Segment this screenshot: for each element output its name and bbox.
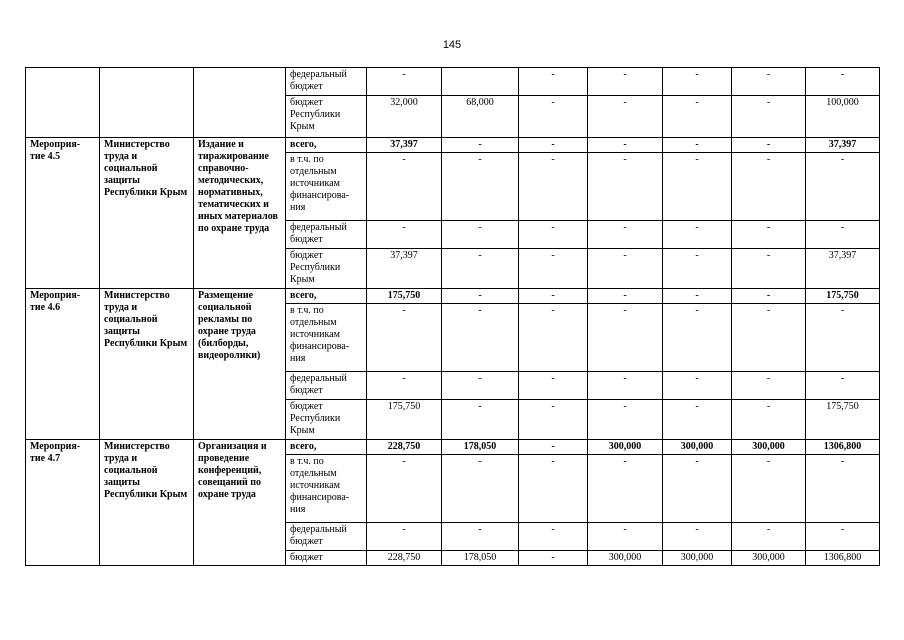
amount-cell: - xyxy=(519,68,588,96)
funding-source-cell: в т.ч. по отдельным источникам финансирова-ния xyxy=(286,455,367,523)
amount-cell: 178,050 xyxy=(442,440,519,455)
amount-cell: - xyxy=(806,304,880,372)
amount-cell: - xyxy=(663,96,732,138)
amount-cell: - xyxy=(588,455,663,523)
amount-cell: - xyxy=(519,523,588,551)
amount-cell: 300,000 xyxy=(588,551,663,566)
amount-cell: - xyxy=(732,523,806,551)
amount-cell: - xyxy=(663,372,732,400)
funding-source-cell: федеральный бюджет xyxy=(286,372,367,400)
amount-cell: - xyxy=(663,289,732,304)
amount-cell: 100,000 xyxy=(806,96,880,138)
amount-cell: - xyxy=(519,249,588,289)
amount-cell: - xyxy=(588,400,663,440)
amount-cell: 175,750 xyxy=(367,289,442,304)
amount-cell: 300,000 xyxy=(732,551,806,566)
amount-cell: - xyxy=(519,138,588,153)
amount-cell: 68,000 xyxy=(442,96,519,138)
amount-cell: - xyxy=(732,304,806,372)
amount-cell: - xyxy=(806,523,880,551)
amount-cell: - xyxy=(663,523,732,551)
amount-cell: - xyxy=(732,249,806,289)
amount-cell: - xyxy=(588,138,663,153)
amount-cell: - xyxy=(367,455,442,523)
table-row xyxy=(26,68,880,96)
amount-cell: - xyxy=(588,523,663,551)
funding-source-cell: всего, xyxy=(286,440,367,455)
amount-cell: 300,000 xyxy=(732,440,806,455)
amount-cell: - xyxy=(442,523,519,551)
amount-cell xyxy=(442,68,519,96)
amount-cell: - xyxy=(367,153,442,221)
amount-cell: - xyxy=(519,372,588,400)
amount-cell: - xyxy=(588,153,663,221)
amount-cell: 37,397 xyxy=(367,138,442,153)
amount-cell: - xyxy=(519,400,588,440)
name-cell: Издание и тиражирование справочно-методических, нормативных, тематических и иных материалов по охране труда xyxy=(194,138,286,289)
amount-cell: - xyxy=(442,221,519,249)
amount-cell: - xyxy=(442,249,519,289)
amount-cell: - xyxy=(663,153,732,221)
name-cell: Организация и проведение конференций, совещаний по охране труда xyxy=(194,440,286,566)
amount-cell: - xyxy=(367,523,442,551)
amount-cell: 1306,800 xyxy=(806,440,880,455)
amount-cell: 228,750 xyxy=(367,440,442,455)
amount-cell: - xyxy=(442,455,519,523)
amount-cell: - xyxy=(442,289,519,304)
amount-cell: - xyxy=(806,68,880,96)
amount-cell: - xyxy=(588,221,663,249)
page-number: 145 xyxy=(442,39,462,51)
amount-cell: - xyxy=(806,372,880,400)
amount-cell: - xyxy=(732,400,806,440)
amount-cell: 32,000 xyxy=(367,96,442,138)
amount-cell: - xyxy=(519,551,588,566)
executor-cell: Министерство труда и социальной защиты Республики Крым xyxy=(100,440,194,566)
amount-cell: - xyxy=(588,96,663,138)
amount-cell: 178,050 xyxy=(442,551,519,566)
amount-cell: - xyxy=(806,153,880,221)
amount-cell: 300,000 xyxy=(588,440,663,455)
measure-cell: Мероприя-тие 4.5 xyxy=(26,138,100,289)
amount-cell: - xyxy=(732,138,806,153)
amount-cell: - xyxy=(367,372,442,400)
amount-cell: - xyxy=(519,96,588,138)
amount-cell: - xyxy=(367,221,442,249)
amount-cell: - xyxy=(663,221,732,249)
table-row xyxy=(26,440,880,455)
amount-cell: - xyxy=(588,289,663,304)
amount-cell: - xyxy=(806,455,880,523)
amount-cell: - xyxy=(588,68,663,96)
amount-cell: 37,397 xyxy=(806,249,880,289)
funding-source-cell: бюджет xyxy=(286,551,367,566)
amount-cell: - xyxy=(732,455,806,523)
budget-table xyxy=(25,67,880,566)
amount-cell: - xyxy=(367,68,442,96)
amount-cell: - xyxy=(663,400,732,440)
name-cell xyxy=(194,68,286,138)
amount-cell: - xyxy=(442,400,519,440)
measure-cell: Мероприя-тие 4.6 xyxy=(26,289,100,440)
amount-cell: 37,397 xyxy=(367,249,442,289)
amount-cell: - xyxy=(806,221,880,249)
amount-cell: - xyxy=(442,138,519,153)
funding-source-cell: бюджет Республики Крым xyxy=(286,96,367,138)
measure-cell xyxy=(26,68,100,138)
amount-cell: - xyxy=(367,304,442,372)
amount-cell: - xyxy=(663,249,732,289)
amount-cell: 1306,800 xyxy=(806,551,880,566)
amount-cell: 175,750 xyxy=(806,289,880,304)
amount-cell: - xyxy=(442,153,519,221)
amount-cell: - xyxy=(519,221,588,249)
amount-cell: 175,750 xyxy=(367,400,442,440)
executor-cell: Министерство труда и социальной защиты Республики Крым xyxy=(100,289,194,440)
amount-cell: - xyxy=(442,304,519,372)
table-row xyxy=(26,138,880,153)
amount-cell: - xyxy=(519,289,588,304)
amount-cell: - xyxy=(732,153,806,221)
amount-cell: - xyxy=(732,221,806,249)
amount-cell: - xyxy=(663,304,732,372)
table-row xyxy=(26,289,880,304)
funding-source-cell: в т.ч. по отдельным источникам финансирова-ния xyxy=(286,153,367,221)
funding-source-cell: всего, xyxy=(286,138,367,153)
amount-cell: - xyxy=(588,372,663,400)
amount-cell: - xyxy=(519,440,588,455)
amount-cell: 300,000 xyxy=(663,440,732,455)
amount-cell: - xyxy=(663,68,732,96)
funding-source-cell: в т.ч. по отдельным источникам финансирова-ния xyxy=(286,304,367,372)
amount-cell: - xyxy=(442,372,519,400)
amount-cell: - xyxy=(519,455,588,523)
measure-cell: Мероприя-тие 4.7 xyxy=(26,440,100,566)
amount-cell: - xyxy=(732,372,806,400)
funding-source-cell: федеральный бюджет xyxy=(286,68,367,96)
funding-source-cell: бюджет Республики Крым xyxy=(286,249,367,289)
amount-cell: 300,000 xyxy=(663,551,732,566)
amount-cell: 175,750 xyxy=(806,400,880,440)
amount-cell: - xyxy=(519,304,588,372)
amount-cell: - xyxy=(588,304,663,372)
amount-cell: 37,397 xyxy=(806,138,880,153)
funding-source-cell: всего, xyxy=(286,289,367,304)
amount-cell: - xyxy=(588,249,663,289)
amount-cell: - xyxy=(519,153,588,221)
amount-cell: - xyxy=(663,455,732,523)
funding-source-cell: федеральный бюджет xyxy=(286,221,367,249)
amount-cell: - xyxy=(732,96,806,138)
amount-cell: - xyxy=(732,68,806,96)
funding-source-cell: бюджет Республики Крым xyxy=(286,400,367,440)
amount-cell: - xyxy=(663,138,732,153)
executor-cell xyxy=(100,68,194,138)
amount-cell: 228,750 xyxy=(367,551,442,566)
amount-cell: - xyxy=(732,289,806,304)
name-cell: Размещение социальной рекламы по охране труда (билборды, видеоролики) xyxy=(194,289,286,440)
executor-cell: Министерство труда и социальной защиты Республики Крым xyxy=(100,138,194,289)
funding-source-cell: федеральный бюджет xyxy=(286,523,367,551)
